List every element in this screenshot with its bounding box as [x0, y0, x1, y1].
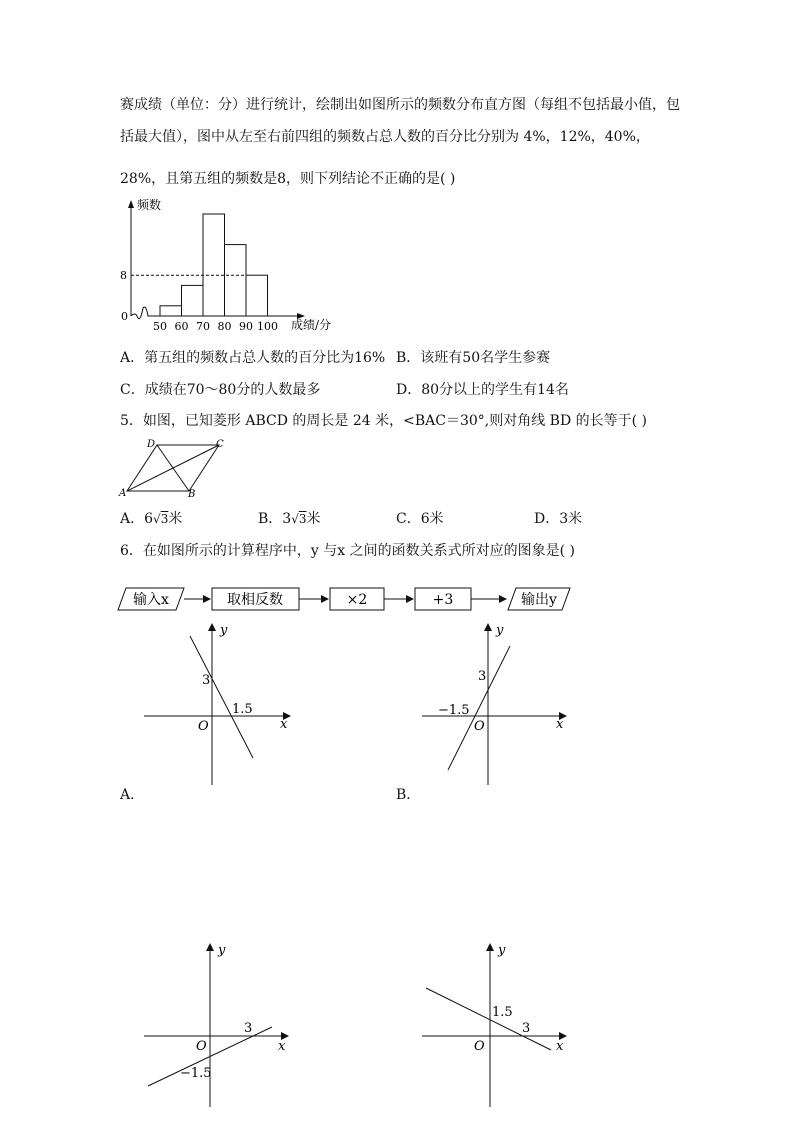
q4-option-d: D．80分以上的学生有14名 [396, 382, 569, 398]
q5-option-a-prefix: A．6 [120, 511, 154, 527]
histogram-bar [182, 285, 204, 316]
histogram-xlabel: 成绩/分 [291, 318, 332, 332]
graph-b-x-intercept: −1.5 [438, 703, 470, 718]
q4-line2: 括最大值），图中从左至右前四组的频数占总人数的百分比分别为 4%，12%，40%， [120, 129, 650, 145]
q5-option-b-prefix: B．3 [258, 511, 292, 527]
graph-b-y-label: y [496, 623, 504, 638]
graph-c-y-label: y [218, 943, 226, 958]
q5-option-b-radicand: 3 [298, 512, 307, 526]
graph-a-label: A． [120, 787, 145, 803]
q4-option-a: A．第五组的频数占总人数的百分比为16% [120, 350, 386, 366]
histogram-bar [225, 245, 247, 316]
graph-b [418, 620, 578, 790]
flow-input: 输入x [133, 592, 169, 608]
q5-option-c: C．6米 [396, 511, 444, 527]
histogram-x-tick: 90 [239, 320, 253, 333]
graph-d-y-intercept: 1.5 [492, 1005, 513, 1020]
vertex-c: C [216, 439, 224, 450]
flow-negate: 取相反数 [227, 592, 283, 608]
q4-option-b: B．该班有50名学生参赛 [396, 350, 551, 366]
histogram-bar [203, 214, 225, 316]
graph-d-origin: O [474, 1039, 485, 1054]
histogram-axis-break [131, 307, 160, 319]
frequency-histogram [110, 196, 360, 336]
vertex-a: A [119, 488, 127, 499]
graph-a-y-intercept: 3 [202, 673, 211, 688]
rhombus-figure [118, 436, 230, 500]
histogram-x-tick: 60 [174, 320, 189, 333]
vertex-b: B [188, 489, 196, 500]
histogram-bar [160, 306, 182, 316]
graph-c-x-intercept: 3 [244, 1021, 253, 1036]
histogram-x-tick: 100 [257, 320, 278, 333]
graph-d-x-intercept: 3 [522, 1021, 531, 1036]
vertex-d: D [147, 439, 156, 450]
histogram-ylabel: 频数 [137, 198, 162, 212]
graph-a-origin: O [198, 719, 209, 734]
graph-b-x-label: x [556, 717, 564, 732]
q5-option-a: A．6√3米 [120, 511, 183, 527]
q4-line1: 赛成绩（单位：分）进行统计，绘制出如图所示的频数分布直方图（每组不包括最小值，包 [120, 97, 680, 113]
flow-plus-3: +3 [432, 592, 454, 608]
graph-c-y-intercept: −1.5 [180, 1066, 212, 1081]
histogram-bar [246, 275, 268, 316]
histogram-y-tick: 8 [120, 269, 127, 283]
flow-output: 输出y [521, 592, 557, 608]
histogram-x-tick: 80 [217, 320, 232, 333]
graph-a-y-label: y [220, 623, 228, 638]
q5-option-a-suffix: 米 [168, 511, 183, 527]
graph-b-y-intercept: 3 [478, 669, 487, 684]
q5-option-a-radicand: 3 [160, 512, 169, 526]
flow-times-2: ×2 [346, 592, 368, 608]
graph-d-x-label: x [556, 1039, 564, 1054]
q6-text: 6．在如图所示的计算程序中，y 与x 之间的函数关系式所对应的图象是( ) [120, 543, 575, 559]
q5-option-b-suffix: 米 [306, 511, 321, 527]
graph-a-x-label: x [280, 717, 288, 732]
graph-c-origin: O [196, 1039, 207, 1054]
q5-option-b: B．3√3米 [258, 511, 321, 527]
graph-d [418, 940, 578, 1110]
graph-d-y-label: y [498, 943, 506, 958]
graph-a-x-intercept: 1.5 [232, 702, 253, 717]
graph-b-label: B． [396, 787, 421, 803]
graph-b-origin: O [474, 719, 485, 734]
histogram-y-tick: 0 [121, 310, 128, 323]
q4-option-c: C．成绩在70～80分的人数最多 [120, 382, 321, 398]
graph-c-x-label: x [278, 1039, 286, 1054]
q4-line3: 28%，且第五组的频数是8，则下列结论不正确的是( ) [120, 171, 456, 187]
histogram-x-tick: 70 [196, 320, 210, 333]
graph-c [140, 940, 300, 1110]
q5-option-d: D．3米 [534, 511, 583, 527]
q5-text: 5．如图，已知菱形 ABCD 的周长是 24 米，<BAC＝30°,则对角线 BD 的长等于( ) [120, 413, 648, 429]
histogram-x-tick: 50 [153, 320, 167, 333]
histogram-y-arrow [128, 200, 134, 208]
calculation-flowchart [115, 586, 595, 614]
graph-a [140, 620, 300, 790]
